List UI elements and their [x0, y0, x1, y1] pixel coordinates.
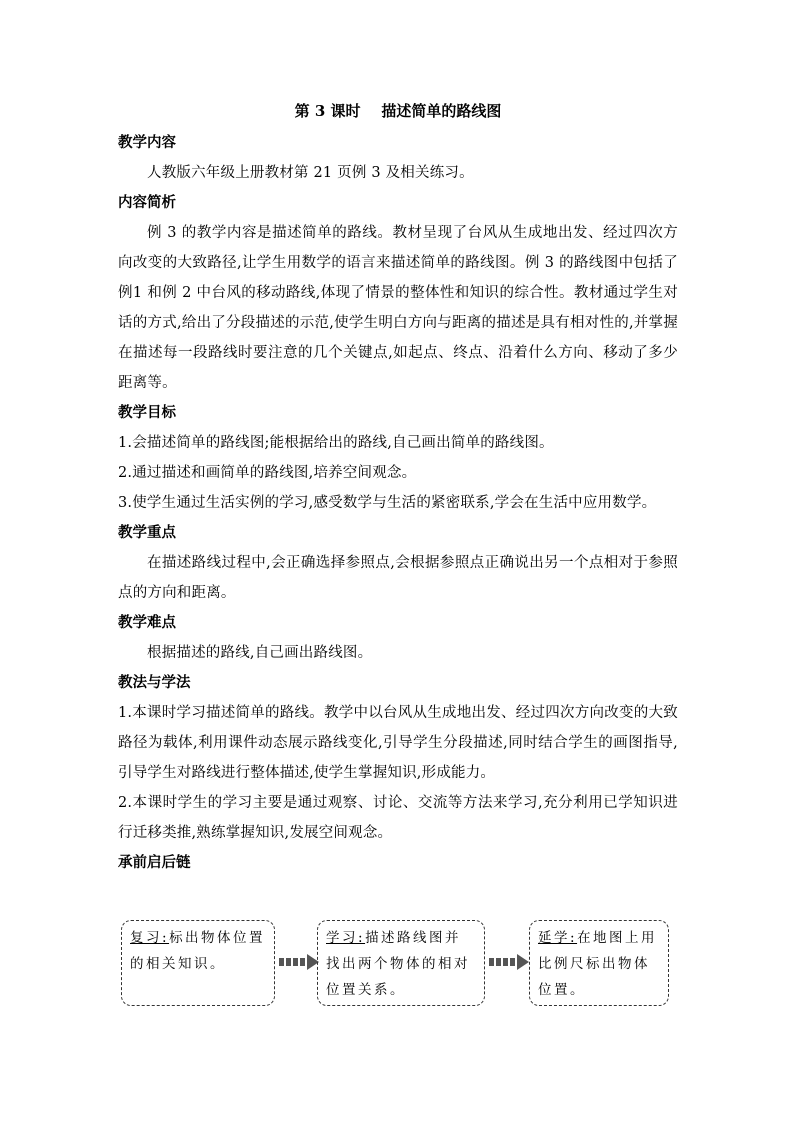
section-heading-methods: 教法与学法 [118, 675, 191, 691]
chain-box-text: 标出物体位置的相关知识。 [130, 930, 266, 972]
method-item-2: 2.本课时学生的学习主要是通过观察、讨论、交流等方法来学习,充分利用已学知识进行迁移类推,熟练掌握知识,发展空间观念。 [118, 795, 678, 841]
chain-box-learn [317, 920, 485, 1006]
chain-box-tag: 学习: [326, 930, 366, 946]
section-heading-key-points: 教学重点 [118, 525, 176, 541]
section-heading-analysis: 内容简析 [118, 195, 176, 211]
chain-box-review [121, 920, 275, 1006]
chain-box-text: 在地图上用比例尺标出物体位置。 [538, 930, 658, 998]
method-item-1: 1.本课时学习描述简单的路线。教学中以台风从生成地出发、经过四次方向改变的大致路径为载体,利用课件动态展示路线变化,引导学生分段描述,同时结合学生的画图指导,引导学生对路线进行整体描述,使学生掌握知识,形成能力。 [118, 705, 678, 781]
page-title: 第 3 课时 描述简单的路线图 [294, 102, 502, 120]
section-text-content: 人教版六年级上册教材第 21 页例 3 及相关练习。 [147, 165, 474, 181]
dashed-arrow-icon [487, 954, 531, 970]
dashed-arrow-icon [277, 954, 321, 970]
section-heading-goals: 教学目标 [118, 405, 176, 421]
knowledge-chain [121, 920, 671, 1010]
section-text-key-points: 在描述路线过程中,会正确选择参照点,会根据参照点正确说出另一个点相对于参照点的方向和距离。 [118, 555, 678, 601]
chain-box-extend [529, 920, 669, 1006]
document-page [118, 100, 678, 878]
chain-box-tag: 延学: [538, 930, 578, 946]
section-text-analysis: 例 3 的教学内容是描述简单的路线。教材呈现了台风从生成地出发、经过四次方向改变的大致路径,让学生用数学的语言来描述简单的路线图。例 3 的路线图中包括了例1 和例 2 中台风的移动路线,体现了情景的整体性和知识的综合性。教材通过学生对话的方式,给出了分段描述的示范,使学生明白方向与距离的描述是具有相对性的,并掌握在描述每一段路线时要注意的几个关键点,如起点、终点、沿着什么方向、移动了多少距离等。 [118, 225, 678, 391]
section-heading-difficulties: 教学难点 [118, 615, 176, 631]
section-heading-content: 教学内容 [118, 135, 176, 151]
section-heading-chain: 承前启后链 [118, 855, 191, 871]
goal-item-1: 1.会描述简单的路线图;能根据给出的路线,自己画出简单的路线图。 [118, 435, 554, 451]
chain-box-tag: 复习: [130, 930, 170, 946]
section-text-difficulties: 根据描述的路线,自己画出路线图。 [147, 645, 373, 661]
chain-box-text: 描述路线图并找出两个物体的相对位置关系。 [326, 930, 470, 998]
goal-item-3: 3.使学生通过生活实例的学习,感受数学与生活的紧密联系,学会在生活中应用数学。 [118, 495, 657, 511]
goal-item-2: 2.通过描述和画简单的路线图,培养空间观念。 [118, 465, 417, 481]
